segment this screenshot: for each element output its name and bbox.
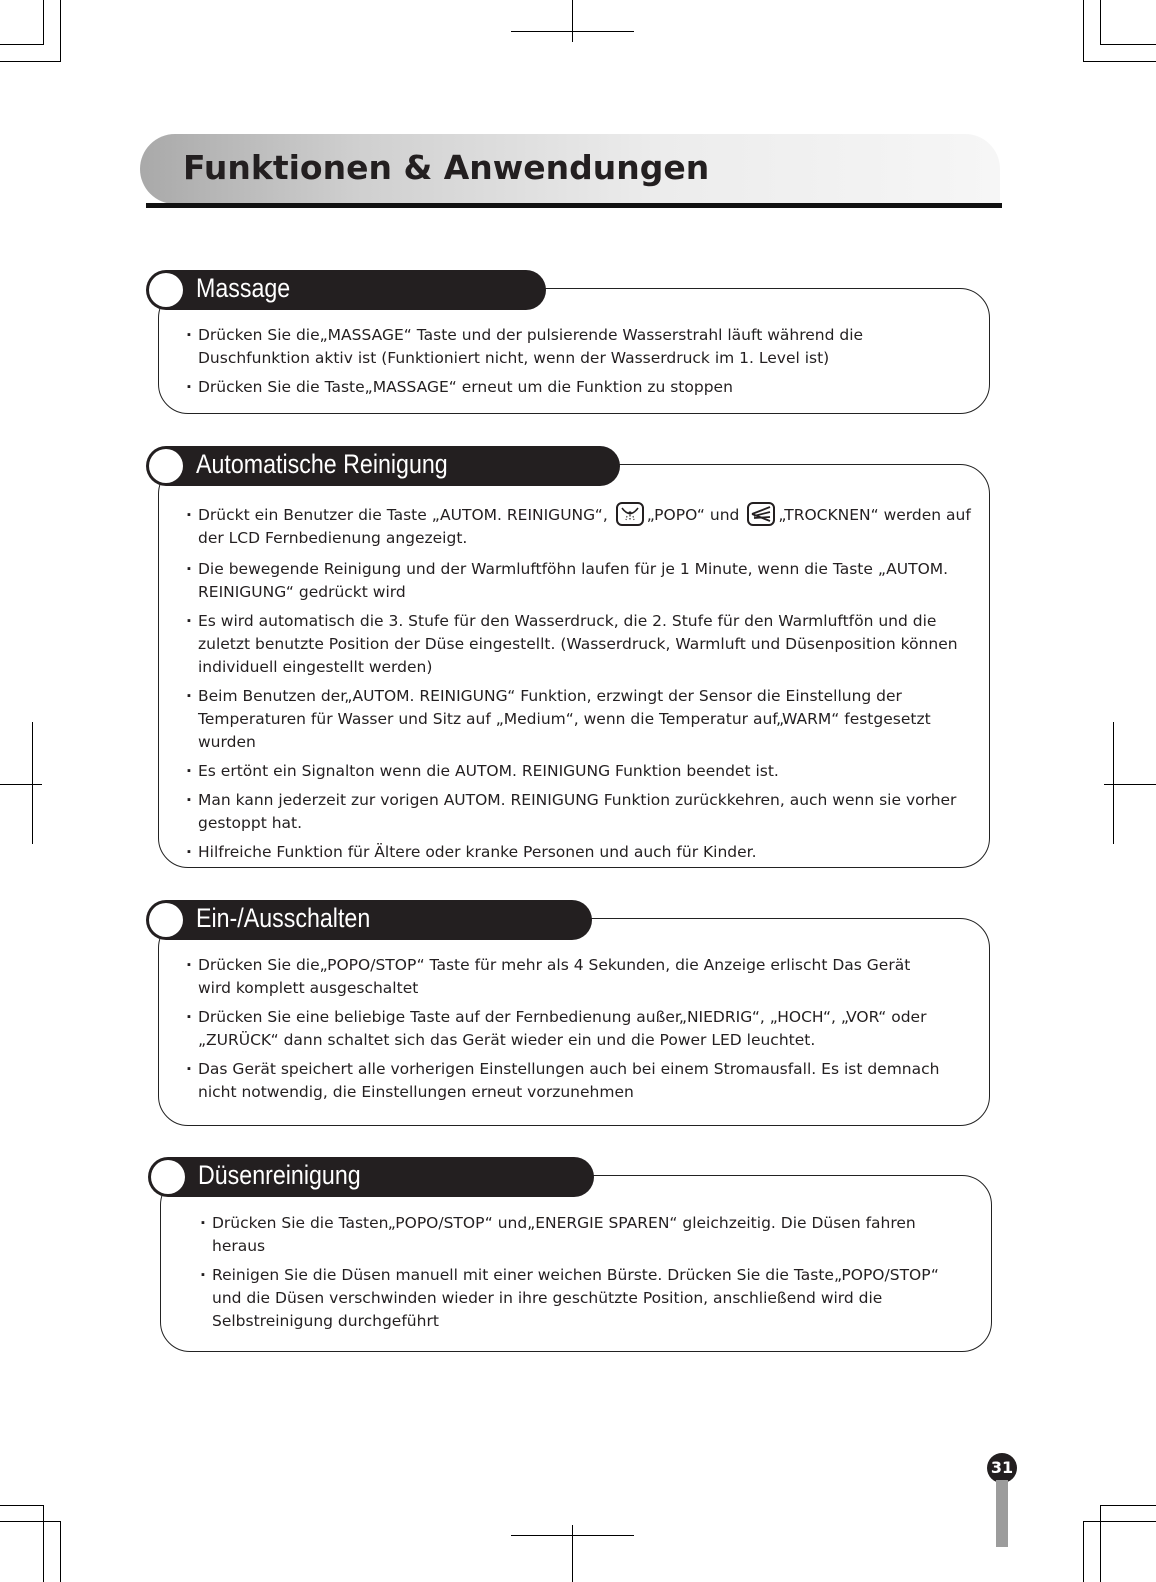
crop-mark <box>43 0 44 45</box>
section-title: Massage <box>196 273 291 303</box>
crop-mark <box>0 61 61 62</box>
section-title: Düsenreinigung <box>198 1160 361 1190</box>
list-item: · Das Gerät speichert alle vorherigen Einstellungen auch bei einem Stromausfall. Es ist demnach nicht notwendig, die Einstellungen erneut vorzunehmen <box>186 1058 946 1104</box>
page-number: 31 <box>987 1453 1017 1483</box>
title-bullet-circle <box>149 449 183 483</box>
page-title: Funktionen & Anwendungen <box>183 148 710 187</box>
section-list <box>186 324 966 405</box>
crop-mark <box>60 1521 61 1582</box>
section-title: Ein-/Ausschalten <box>196 903 371 933</box>
item-text: Drückt ein Benutzer die Taste „AUTOM. REINIGUNG“, <box>198 506 608 524</box>
page-tab-marker <box>996 1480 1008 1547</box>
item-text: „TROCKNEN“ werden auf der LCD Fernbedienung angezeigt. <box>198 506 971 547</box>
section-title-bar <box>148 1157 594 1197</box>
crop-mark <box>0 784 42 785</box>
title-bullet-circle <box>149 273 183 307</box>
crop-mark <box>0 1521 61 1522</box>
section-title-bar <box>146 900 592 940</box>
list-item <box>186 504 976 550</box>
list-item: · Beim Benutzen der„AUTOM. REINIGUNG“ Funktion, erzwingt der Sensor die Einstellung der Temperaturen für Wasser und Sitz auf „Medium“, wenn die Temperatur auf„WARM“ festgesetzt wurden <box>186 685 976 754</box>
crop-mark <box>572 1525 573 1582</box>
header-rule <box>146 203 1002 208</box>
crop-mark <box>1083 61 1156 62</box>
list-item: · Man kann jederzeit zur vorigen AUTOM. REINIGUNG Funktion zurückkehren, auch wenn sie vorher gestoppt hat. <box>186 789 976 835</box>
crop-mark <box>43 1505 44 1582</box>
title-bullet-circle <box>151 1160 185 1194</box>
section-title-bar <box>146 270 546 310</box>
list-item: · Drücken Sie die Tasten„POPO/STOP“ und„ENERGIE SPAREN“ gleichzeitig. Die Düsen fahren heraus <box>200 1212 940 1258</box>
list-item: · Es wird automatisch die 3. Stufe für den Wasserdruck, die 2. Stufe für den Warmluftfön und die zuletzt benutzte Position der Düse eingestellt. (Wasserdruck, Warmluft und Düsenposition können individuell eingestellt werden) <box>186 610 976 679</box>
list-item: · Drücken Sie die„MASSAGE“ Taste und der pulsierende Wasserstrahl läuft während die Duschfunktion aktiv ist (Funktioniert nicht, wenn der Wasserdruck im 1. Level ist) <box>186 324 966 370</box>
crop-mark <box>1083 1521 1156 1522</box>
list-item: · Drücken Sie die Taste„MASSAGE“ erneut um die Funktion zu stoppen <box>186 376 966 399</box>
list-item: · Drücken Sie die„POPO/STOP“ Taste für mehr als 4 Sekunden, die Anzeige erlischt Das Gerät wird komplett ausgeschaltet <box>186 954 946 1000</box>
crop-mark <box>511 1535 634 1536</box>
section-title: Automatische Reinigung <box>196 449 448 479</box>
crop-mark <box>32 722 33 844</box>
crop-mark <box>0 44 44 45</box>
dryer-air-icon <box>747 502 775 526</box>
list-item: · Reinigen Sie die Düsen manuell mit einer weichen Bürste. Drücken Sie die Taste„POPO/STOP“ und die Düsen verschwinden wieder in ihre geschützte Position, anschließend wird die Selbstreinigung durchgeführt <box>200 1264 940 1333</box>
list-item: · Die bewegende Reinigung und der Warmluftföhn laufen für je 1 Minute, wenn die Taste „AUTOM. REINIGUNG“ gedrückt wird <box>186 558 976 604</box>
crop-mark <box>0 1505 44 1506</box>
crop-mark <box>1113 722 1114 844</box>
section-list <box>186 954 946 1110</box>
section-list <box>200 1212 940 1339</box>
crop-mark <box>1104 784 1156 785</box>
crop-mark <box>1100 44 1156 45</box>
crop-mark <box>511 31 634 32</box>
item-text: „POPO“ und <box>646 506 740 524</box>
section-title-bar <box>146 446 620 486</box>
crop-mark <box>1083 0 1084 62</box>
crop-mark <box>1083 1521 1084 1582</box>
bidet-spray-icon <box>616 502 644 526</box>
crop-mark <box>572 0 573 42</box>
list-item: · Drücken Sie eine beliebige Taste auf der Fernbedienung außer„NIEDRIG“, „HOCH“, „VOR“ oder „ZURÜCK“ dann schaltet sich das Gerät wieder ein und die Power LED leuchtet. <box>186 1006 946 1052</box>
crop-mark <box>1100 1505 1156 1506</box>
section-list <box>186 504 976 870</box>
title-bullet-circle <box>149 903 183 937</box>
list-item: · Es ertönt ein Signalton wenn die AUTOM. REINIGUNG Funktion beendet ist. <box>186 760 976 783</box>
crop-mark <box>1100 0 1101 45</box>
list-item: · Hilfreiche Funktion für Ältere oder kranke Personen und auch für Kinder. <box>186 841 976 864</box>
crop-mark <box>60 0 61 62</box>
crop-mark <box>1100 1505 1101 1582</box>
